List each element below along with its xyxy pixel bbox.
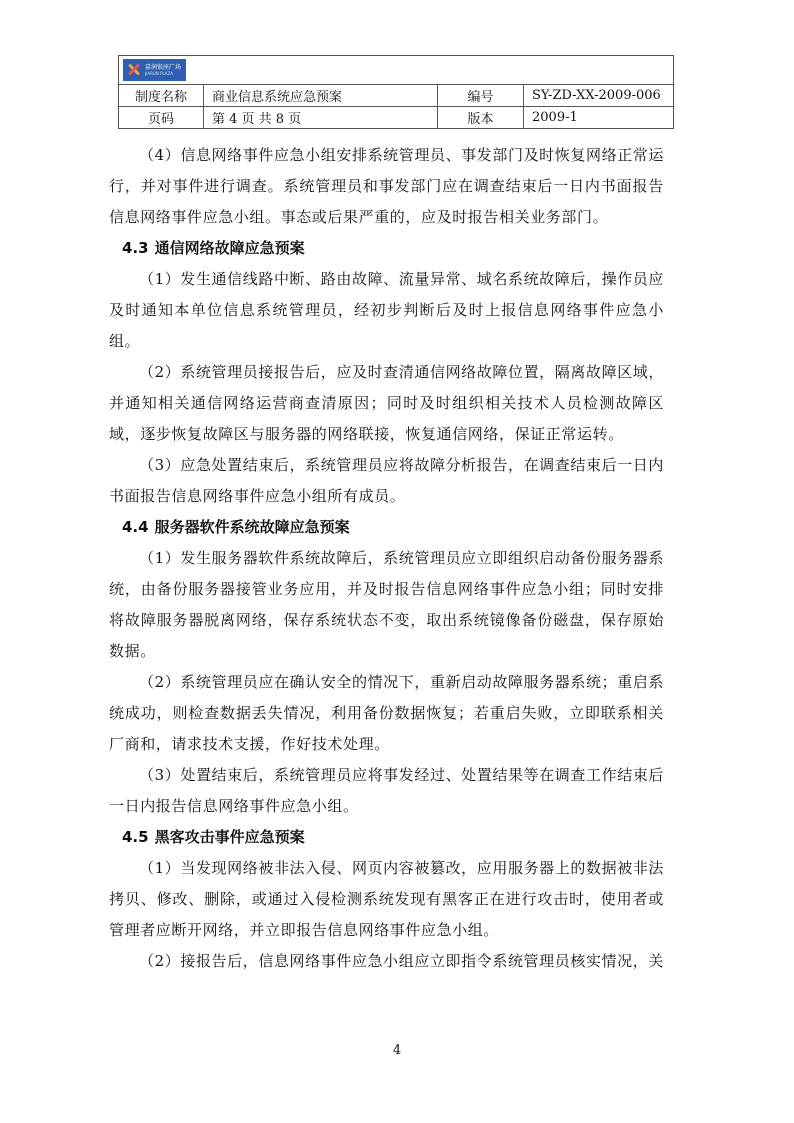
section-number: 4.3 — [122, 239, 149, 257]
header-logo-row — [119, 56, 674, 85]
value-page: 第 4 页 共 8 页 — [204, 107, 438, 129]
paragraph: （3）处置结束后，系统管理员应将事发经过、处置结果等在调查工作结束后一日内报告信息网络事件应急小组。 — [109, 766, 664, 815]
logo-subtext: JIARUN PLAZA — [145, 70, 174, 76]
document-header-table — [118, 55, 674, 129]
paragraph: （2）接报告后，信息网络事件应急小组应立即指令系统管理员核实情况，关 — [139, 952, 664, 970]
paragraph: （2）系统管理员应在确认安全的情况下，重新启动故障服务器系统；重启系统成功，则检查数据丢失情况，利用备份数据恢复；若重启失败，立即联系相关厂商和，请求技术支援，作好技术处理。 — [109, 673, 664, 753]
section-title: 黑客攻击事件应急预案 — [154, 828, 305, 846]
logo-mark-icon — [126, 62, 142, 78]
label-page: 页码 — [119, 107, 204, 129]
paragraph-intro: （4）信息网络事件应急小组安排系统管理员、事发部门及时恢复网络正常运行，并对事件进行调查。系统管理员和事发部门应在调查结束后一日内书面报告信息网络事件应急小组。事态或后果严重的，应及时报告相关业务部门。 — [109, 146, 664, 226]
page-number: 4 — [392, 1043, 402, 1058]
header-logo-cell — [119, 56, 674, 85]
paragraph: （2）系统管理员接报告后，应及时查清通信网络故障位置，隔离故障区域，并通知相关通信网络运营商查清原因；同时及时组织相关技术人员检测故障区域，逐步恢复故障区与服务器的网络联接，恢复通信网络，保证正常运转。 — [109, 363, 664, 443]
section-heading-4-4 — [109, 512, 664, 543]
company-logo — [123, 59, 186, 81]
header-row-name — [119, 85, 674, 107]
paragraph: （1）发生通信线路中断、路由故障、流量异常、域名系统故障后，操作员应及时通知本单位信息系统管理员，经初步判断后及时上报信息网络事件应急小组。 — [109, 270, 664, 350]
label-version: 版本 — [438, 107, 524, 129]
value-system-name: 商业信息系统应急预案 — [204, 85, 438, 107]
section-heading-4-3 — [109, 233, 664, 264]
section-number: 4.4 — [122, 518, 149, 536]
section-title: 通信网络故障应急预案 — [154, 239, 305, 257]
document-body — [109, 140, 664, 977]
value-version: 2009-1 — [524, 107, 674, 129]
value-doc-number: SY-ZD-XX-2009-006 — [524, 85, 674, 107]
header-row-page — [119, 107, 674, 129]
label-system-name: 制度名称 — [119, 85, 204, 107]
section-title: 服务器软件系统故障应急预案 — [154, 518, 350, 536]
section-heading-4-5 — [109, 822, 664, 853]
section-number: 4.5 — [122, 828, 149, 846]
paragraph: （1）当发现网络被非法入侵、网页内容被篡改，应用服务器上的数据被非法拷贝、修改、删除，或通过入侵检测系统发现有黑客正在进行攻击时，使用者或管理者应断开网络，并立即报告信息网络事件应急小组。 — [109, 859, 664, 939]
logo-text: 嘉润银座广场 — [145, 63, 182, 71]
label-doc-number: 编号 — [438, 85, 524, 107]
paragraph: （1）发生服务器软件系统故障后，系统管理员应立即组织启动备份服务器系统，由备份服务器接管业务应用，并及时报告信息网络事件应急小组；同时安排将故障服务器脱离网络，保存系统状态不变，取出系统镜像备份磁盘，保存原始数据。 — [109, 549, 664, 660]
paragraph: （3）应急处置结束后，系统管理员应将故障分析报告，在调查结束后一日内书面报告信息网络事件应急小组所有成员。 — [109, 456, 664, 505]
